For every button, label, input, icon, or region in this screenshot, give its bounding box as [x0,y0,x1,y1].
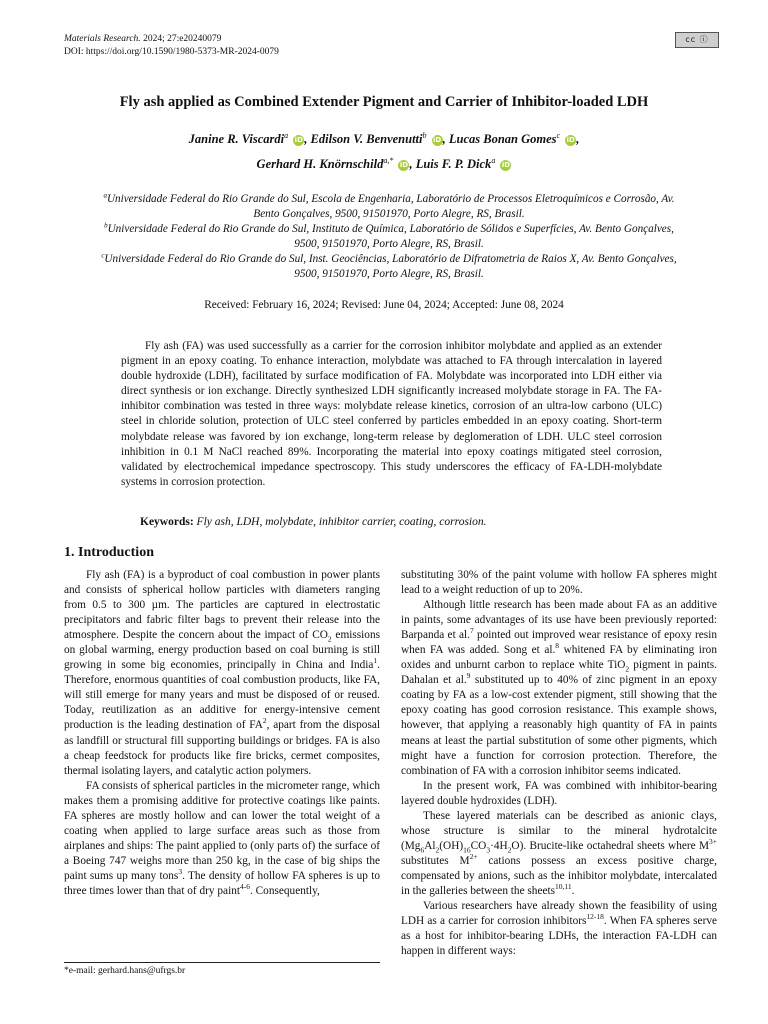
paragraph: FA consists of spherical particles in the micrometer range, which makes them a promising additive for protective coatings like paints. FA spheres are mostly hollow and can lower the total weight of a coating when applied to large surface areas such as those from airplanes and ships: The paint applied to (only parts of) the surface of a Boeing 747 weighs more than 250 kg, in the case of big ships the paint sums up many tons$^3$. The density of hollow FA spheres is up to three times lower than that of dry paint$^{4-6}$. Consequently, [64,779,380,897]
body-column-right [401,568,717,959]
abstract: Fly ash (FA) was used successfully as a carrier for the corrosion inhibitor molybdate and applied as an extender pigment in an epoxy coating. To enhance interaction, molybdate was attached to FA through intercalation in layered double hydroxide (LDH), facilitated by surface modification of FA. Molybdate was incorporated into LDH either via direct synthesis or ion exchange. Directly synthesized LDH significantly increased molybdate storage in FA. The FA-inhibitor combination was tested in three ways: molybdate release kinetics, corrosion of an ultra-low carbono (ULC) steel in chloride solution, protection of ULC steel conferred by particles embedded in an epoxy coating. Short-term molybdate release was favored by ion exchange, long-term release by deglomeration of LDH. ULC steel corrosion inhibition in 0.1 M NaCl reached 89%. Incorporating the material into epoxy coatings mitigated steel corrosion, validated by electrochemical impedance spectroscopy. This study underscores the efficacy of FA-LDH-molybdate systems in corrosion protection. [121,340,662,488]
affiliation-text: Universidade Federal do Rio Grande do Sul, Instituto de Química, Laboratório de Sólidos e Superfícies, Av. Bento Gonçalves, 9500, 91501970, Porto Alegre, RS, Brasil. [107,223,674,250]
journal-volume: 2024; 27:e20240079 [140,34,222,44]
author-affil-mark: a,* [383,155,394,165]
orcid-icon[interactable]: iD [433,136,442,144]
paper-title: Fly ash applied as Combined Extender Pigment and Carrier of Inhibitor-loaded LDH [119,94,649,110]
author-affil-mark: c [556,130,561,140]
corresponding-author-email[interactable]: *e-mail: gerhard.hans@ufrgs.br [64,966,186,976]
journal-name: Materials Research. [64,34,141,44]
author-name: Edilson V. Benvenutti [310,132,423,146]
orcid-icon[interactable]: iD [566,136,575,144]
keywords-text: Fly ash, LDH, molybdate, inhibitor carrier, coating, corrosion. [196,516,487,528]
keywords-label: Keywords: [140,516,194,528]
body-column-left [64,568,380,899]
paragraph: Various researchers have already shown the feasibility of using LDH as a carrier for corrosion inhibitors$^{12-18}$. When FA spheres serve as a host for inhibitor-bearing LDHs, the interaction FA-LDH can happen in different ways: [401,900,717,958]
submission-dates: Received: February 16, 2024; Revised: June 04, 2024; Accepted: June 08, 2024 [204,299,564,311]
author-affil-mark: a [284,130,289,140]
affil-mark: b [104,221,108,230]
affiliation-text: Universidade Federal do Rio Grande do Sul, Inst. Geociências, Laboratório de Difratometria de Raios X, Av. Bento Gonçalves, 9500, 91501970, Porto Alegre, RS, Brasil. [104,253,677,280]
affil-mark: a [103,191,107,200]
orcid-icon[interactable]: iD [294,136,303,144]
creative-commons-license-icon[interactable]: cc ⓘ [675,32,719,48]
section-heading: 1. Introduction [64,545,154,560]
author-line-2: Gerhard H. Knörnschild$^{a,*}$ iD, Luis F. P. Dick$^a$ iD [256,155,511,171]
doi-link[interactable]: DOI: https://doi.org/10.1590/1980-5373-MR-2024-0079 [64,47,279,57]
journal-header [64,33,279,59]
author-affil-mark: a [491,155,496,165]
footnote-divider [64,962,380,963]
author-name: Gerhard H. Knörnschild [256,157,384,171]
affiliation [96,192,682,222]
author-name: Janine R. Viscardi [188,132,285,146]
orcid-icon[interactable]: iD [501,161,511,169]
author-name: Luis F. P. Dick [415,157,492,171]
affiliation-text: Universidade Federal do Rio Grande do Sul, Escola de Engenharia, Laboratório de Processos Eletroquímicos e Corrosão, Av. Bento Gonçalves, 9500, 91501970, Porto Alegre, RS, Brasil. [106,193,675,220]
author-name: Lucas Bonan Gomes [448,132,557,146]
paragraph: substituting 30% of the paint volume with hollow FA spheres might lead to a weight reduction of up to 20%. [401,569,717,597]
paragraph: Fly ash (FA) is a byproduct of coal combustion in power plants and consists of spherical hollow particles with diameters ranging from 0.5 to 300 µm. The particles are captured in electrostatic precipitators and fabric filter bags to prevent their release into the atmosphere. Despite the concern about the impact of $CO_2$ emissions on global warming, energy production based on coal burning is still growing in some big economies, principally in China and India$^1$. Therefore, enormous quantities of coal combustion products, like FA, will still emerge for many years and must be disposed of or reused. Today, reutilization as an additive for energy-intensive cement production is the leading destination of $FA^2$, apart from the disposal as landfill or structural fill supporting buildings or bridges. FA is also a cheap feedstock for products like fire bricks, cermet composites, thermal isolating layers, and catalytic action polymers. [64,569,380,777]
affiliations [96,192,682,282]
affiliation [96,252,682,282]
author-line-1: Janine R. Viscardi$^a$ iD, Edilson V. Benvenutti$^b$ iD, Lucas Bonan Gomes$^c$ iD, [188,130,580,146]
affiliation [96,222,682,252]
paragraph: Although little research has been made about FA as an additive in paints, some advantages of its use have been previously reported: Barpanda et al.$^7$ pointed out improved wear resistance of epoxy resin when FA was added. Song et al.$^8$ whitened FA by eliminating iron oxides and unburnt carbon to replace white TiO$_2$ pigment in paints. Dahalan et al.$^9$ substituted up to 40% of zinc pigment in an epoxy coating by FA as a low-cost extender pigment, still showing that the epoxy coating has good corrosion resistance. This example shows, however, that applying a reasonably high quantity of FA in paints means at least the partial substitution of some other pigments, which might have a function for corrosion protection. Therefore, the combination of FA with a corrosion inhibitor seems indicated. [401,599,718,777]
paragraph: These layered materials can be described as anionic clays, whose structure is similar to the mineral hydrotalcite $(Mg_6Al_2(OH)_{16}CO_3\cdot 4H_2O)$. Brucite-like octahedral sheets where $M^{3+}$ substitutes $M^{2+}$ cations possess an excess positive charge, compensated by anions, such as the inhibitor molybdate, intercalated in the galleries between the sheets$^{10,11}$. [401,809,718,897]
paragraph: In the present work, FA was combined with inhibitor-bearing layered double hydroxides (LDH). [401,779,717,807]
keywords [140,516,660,528]
author-affil-mark: b [422,130,427,140]
orcid-icon[interactable]: iD [399,161,409,169]
affil-mark: c [101,251,105,260]
